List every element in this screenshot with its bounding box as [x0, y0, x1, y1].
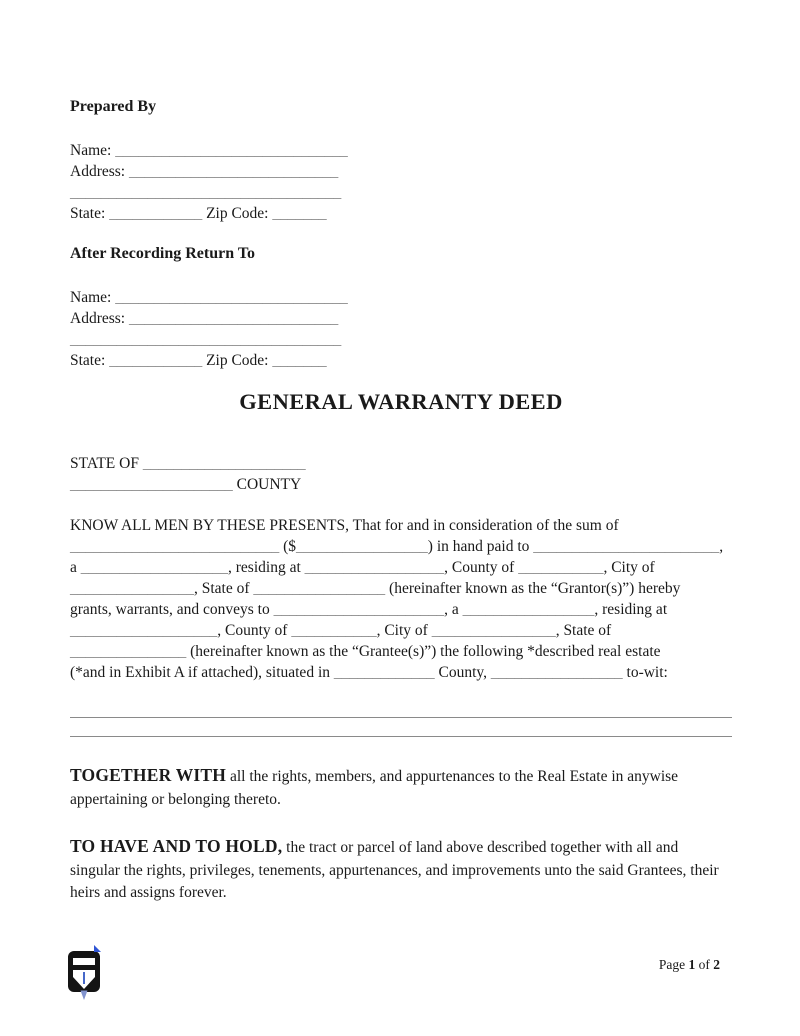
prepared-by-name-line: Name: ______________________________ [70, 142, 348, 159]
together-with-label: TOGETHER WITH [70, 765, 227, 785]
return-to-state-zip-line: State: ____________ Zip Code: _______ [70, 352, 327, 369]
return-to-address-line: Address: ___________________________ [70, 310, 339, 327]
return-to-address-line-2: ___________________________________ [70, 331, 342, 348]
property-description-blank-line [70, 736, 732, 737]
deed-recital-line: ________________, State of _________________ (hereinafter known as the “Grantor(s)”) hereby [70, 580, 681, 597]
to-have-and-to-hold-clause [70, 835, 732, 905]
of-word: of [698, 957, 710, 972]
document-title: GENERAL WARRANTY DEED [239, 389, 563, 414]
deed-recital-line: grants, warrants, and conveys to ______________________, a _________________, residing at [70, 601, 668, 618]
state-of-line: STATE OF _____________________ [70, 455, 306, 472]
page-total: 2 [713, 957, 720, 972]
to-have-and-to-hold-label: TO HAVE AND TO HOLD, [70, 836, 283, 856]
jurisdiction-block [70, 453, 732, 495]
document-content [70, 0, 732, 905]
deed-recital-line: ___________________, County of ___________, City of ________________, State of [70, 622, 612, 639]
together-with-text: all the rights, members, and appurtenances to the Real Estate in anywise appertaining or belonging thereto. [70, 768, 679, 808]
prepared-by-heading: Prepared By [70, 98, 157, 115]
deed-recital-line: a ___________________, residing at __________________, County of ___________, City of [70, 559, 655, 576]
prepared-by-address-line: Address: ___________________________ [70, 163, 339, 180]
county-line: _____________________ COUNTY [70, 476, 302, 493]
deed-recital-line: ___________________________ ($_________________) in hand paid to ________________________, [70, 538, 724, 555]
prepared-by-address-line-2: ___________________________________ [70, 184, 342, 201]
page-indicator [659, 956, 720, 973]
return-to-heading: After Recording Return To [70, 245, 256, 262]
to-have-and-to-hold-text: the tract or parcel of land above described together with all and singular the rights, privileges, tenements, appurtenances, and improvements unto the said Grantees, their heirs and assigns forever. [70, 839, 719, 901]
prepared-by-block [70, 140, 732, 224]
deed-recital-line: KNOW ALL MEN BY THESE PRESENTS, That for and in consideration of the sum of [70, 517, 619, 534]
page-word: Page [658, 957, 686, 972]
prepared-by-state-zip-line: State: ____________ Zip Code: _______ [70, 205, 327, 222]
page-number: 1 [688, 957, 696, 972]
deed-recital-line: _______________ (hereinafter known as the “Grantee(s)”) the following *described real estate [70, 643, 661, 660]
pen-nib-document-icon [66, 944, 104, 1004]
return-to-name-line: Name: ______________________________ [70, 289, 348, 306]
property-description-blank-line [70, 717, 732, 718]
together-with-clause [70, 764, 732, 811]
deed-recital-line: (*and in Exhibit A if attached), situated in _____________ County, _________________ to-wit: [70, 664, 668, 681]
return-to-block [70, 287, 732, 371]
deed-recitals [70, 515, 732, 683]
